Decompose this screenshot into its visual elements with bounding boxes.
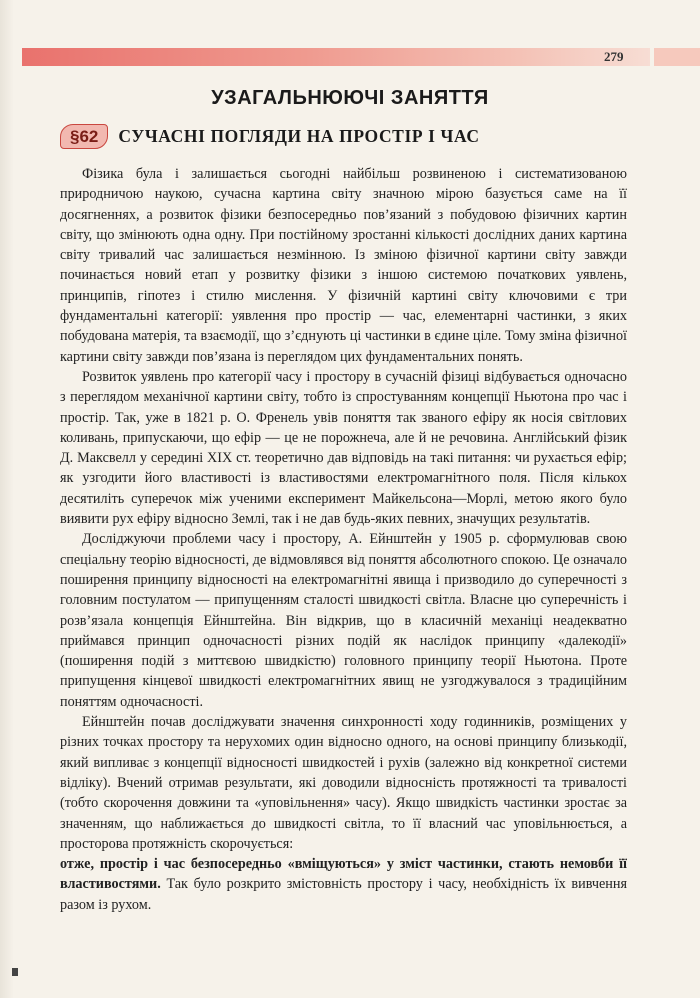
paragraph: Ейнштейн почав досліджувати значення синхронності ходу годинників, розміщених у різних точках простору та нерухомих один відносно одного, на основі принципу близькодії, який випливає з концепції відносності швидкостей і рухів (залежно від конкретної системи відліку). Вчений отримав результати, які доводили відносність протяжності та тривалості (тобто скорочення довжини та «уповільнення» часу). Якщо швидкість частинки зростає за значенням, що наближається до швидкості світла, то її власний час уповільнюється, а просторова протяжність скорочується:: [60, 714, 627, 852]
paragraph: Фізика була і залишається сьогодні найбільш розвиненою і систематизованою природничою наукою, сучасна картина світу значною мірою базується саме на її досягненнях, а розвиток фізики безпосередньо пов’язаний з побудовою фізичних картин світу, що змінюють одна одну. При постійному зростанні кількості дослідних даних картина світу тривалий час залишається незмінною. Із зміною фізичної картини світу завжди починається новий етап у розвитку фізики з іншою системою початкових уявлень, принципів, гіпотез і стилю мислення. У фізичній картині світу ключовими є три фундаментальні категорії: уявлення про простір — час, елементарні частинки, з яких побудована матерія, та взаємодії, що з’єднують ці частинки в єдине ціле. Тому зміна фізичної картини світу завжди пов’язана із переглядом цих фундаментальних понять.: [60, 166, 627, 365]
section-title: СУЧАСНІ ПОГЛЯДИ НА ПРОСТІР І ЧАС: [118, 126, 480, 146]
paragraph-conclusion: [60, 854, 627, 915]
page-corner-mark: [12, 968, 18, 976]
page-number: 279: [604, 49, 624, 64]
conclusion-text: Так було розкрито змістовність простору і часу, необхідність їх вивчення разом із рухом.: [60, 876, 627, 913]
header-right-tab: [654, 48, 700, 66]
header-color-bar: [22, 48, 650, 66]
chapter-title: УЗАГАЛЬНЮЮЧІ ЗАНЯТТЯ: [211, 87, 489, 109]
body-text: [60, 164, 627, 915]
section-heading: [60, 124, 480, 149]
page-edge-shadow: [0, 0, 14, 998]
paragraph: Розвиток уявлень про категорії часу і простору в сучасній фізиці відбувається одночасно з переглядом механічної картини світу, тобто із спростуванням концепції Ньютона про час і простір. Так, уже в 1821 р. О. Френель увів поняття так званого ефіру як носія світлових коливань, припускаючи, що ефір — це не порожнеча, але й не речовина. Англійський фізик Д. Максвелл у середині XIX ст. теоретично дав відповідь на такі питання: чи рухається ефір; як узгодити його властивості із властивостями електромагнітного поля. Після кількох десятиліть суперечок між ученими експеримент Майкельсона—Морлі, метою якого було виявити рух ефіру відносно Землі, так і не дав будь-яких певних, значущих результатів.: [60, 368, 627, 528]
bold-emphasis: отже, простір і час безпосередньо «вміщуються» у зміст частинки, стають немовби її властивостями.: [60, 856, 627, 893]
section-number-badge: §62: [60, 124, 108, 149]
paragraph: Досліджуючи проблеми часу і простору, А. Ейнштейн у 1905 р. сформулював свою спеціальну теорію відносності, де відмовлявся від поняття абсолютного спокою. Це означало поширення принципу відносності на електромагнітні явища і призводило до суперечності з головним постулатом — припущенням сталості швидкості світла. Власне цю суперечність і розв’язала концепція Ейнштейна. Він відкрив, що в класичній механіці неадекватно приймався принцип одночасності різних подій як наслідок принципу «далекодії» (поширення подій з миттєвою швидкістю) головного принципу теорії Ньютона. Проте припущення кінцевої швидкості електромагнітних явищ не узгоджувалося з традиційним поняттям одночасності.: [60, 531, 627, 710]
